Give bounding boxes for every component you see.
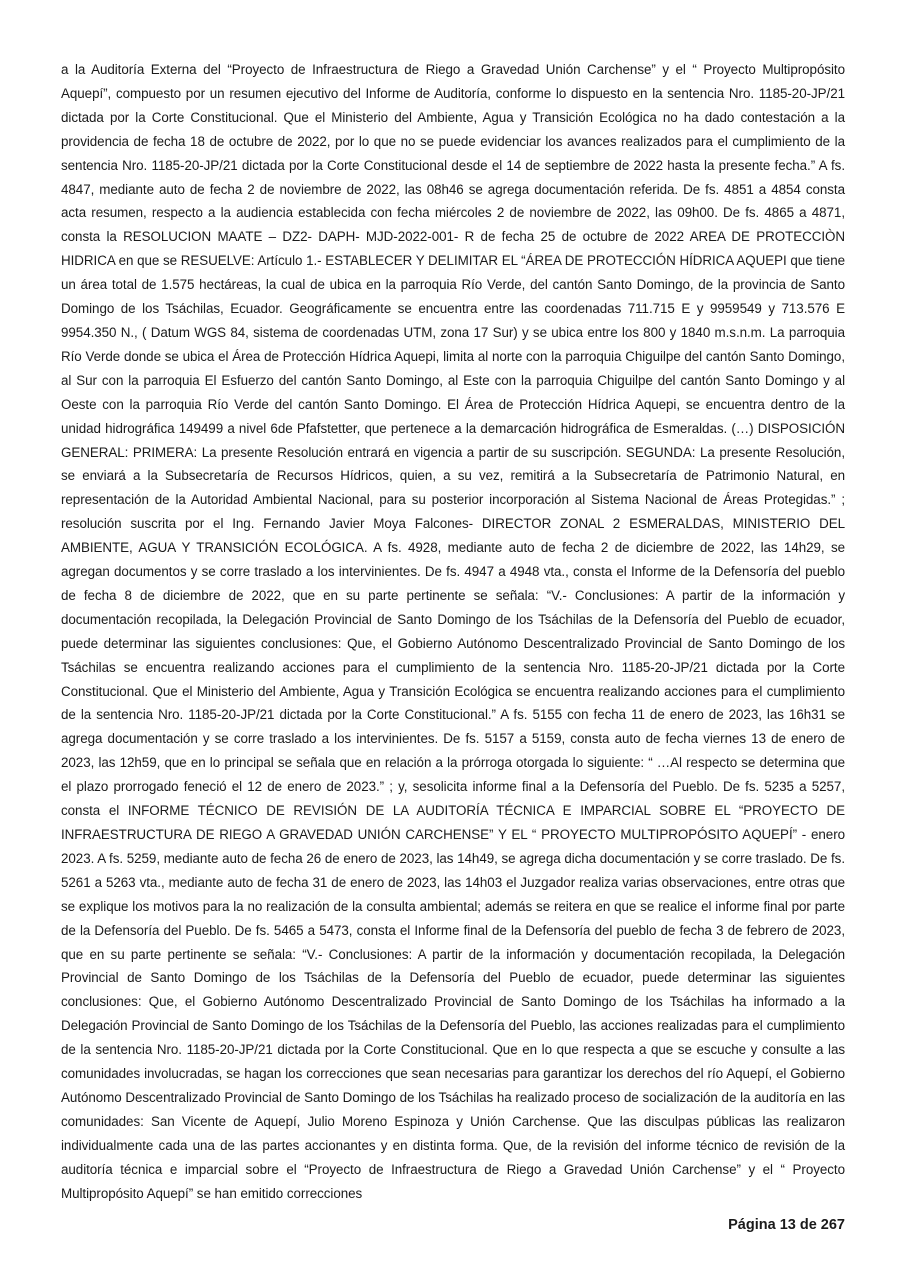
body-paragraph: a la Auditoría Externa del “Proyecto de Infraestructura de Riego a Gravedad Unión Carchense” y el “ Proyecto Multipropósito Aquepí”, compuesto por un resumen ejecutivo del Informe de Auditoría, conforme lo dispuesto en la sentencia Nro. 1185-20-JP/21 dictada por la Corte Constitucional. Que el Ministerio del Ambiente, Agua y Transición Ecológica no ha dado contestación a la providencia de fecha 18 de octubre de 2022, por lo que no se puede evidenciar los avances realizados para el cumplimiento de la sentencia Nro. 1185-20-JP/21 dictada por la Corte Constitucional desde el 14 de septiembre de 2022 hasta la presente fecha.” A fs. 4847, mediante auto de fecha 2 de noviembre de 2022, las 08h46 se agrega documentación referida. De fs. 4851 a 4854 consta acta resumen, respecto a la audiencia establecida con fecha miércoles 2 de noviembre de 2022, las 09h00. De fs. 4865 a 4871, consta la RESOLUCION MAATE – DZ2- DAPH- MJD-2022-001- R de fecha 25 de octubre de 2022 AREA DE PROTECCIÒN HIDRICA en que se RESUELVE: Artículo 1.- ESTABLECER Y DELIMITAR EL “ÁREA DE PROTECCIÓN HÍDRICA AQUEPI que tiene un área total de 1.575 hectáreas, la cual de ubica en la parroquia Río Verde, del cantón Santo Domingo, de la provincia de Santo Domingo de los Tsáchilas, Ecuador. Geográficamente se encuentra entre las coordenadas 711.715 E y 9959549 y 713.576 E 9954.350 N., ( Datum WGS 84, sistema de coordenadas UTM, zona 17 Sur) y se ubica entre los 800 y 1840 m.s.n.m. La parroquia Río Verde donde se ubica el Área de Protección Hídrica Aquepi, limita al norte con la parroquia Chiguilpe del cantón Santo Domingo, al Sur con la parroquia El Esfuerzo del cantón Santo Domingo, al Este con la parroquia Chiguilpe del cantón Santo Domingo y al Oeste con la parroquia Río Verde del cantón Santo Domingo. El Área de Protección Hídrica Aquepi, se encuentra dentro de la unidad hidrográfica 149499 a nivel 6de Pfafstetter, que pertenece a la demarcación hidrográfica de Esmeraldas. (…) DISPOSICIÓN GENERAL: PRIMERA: La presente Resolución entrará en vigencia a partir de su suscripción. SEGUNDA: La presente Resolución, se enviará a la Subsecretaría de Recursos Hídricos, quien, a su vez, remitirá a la Subsecretaría de Patrimonio Natural, en representación de la Autoridad Ambiental Nacional, para su posterior incorporación al Sistema Nacional de Áreas Protegidas.” ; resolución suscrita por el Ing. Fernando Javier Moya Falcones- DIRECTOR ZONAL 2 ESMERALDAS, MINISTERIO DEL AMBIENTE, AGUA Y TRANSICIÓN ECOLÓGICA. A fs. 4928, mediante auto de fecha 2 de diciembre de 2022, las 14h29, se agregan documentos y se corre traslado a los intervinientes. De fs. 4947 a 4948 vta., consta el Informe de la Defensoría del pueblo de fecha 8 de diciembre de 2022, que en su parte pertinente se señala: “V.- Conclusiones: A partir de la información y documentación recopilada, la Delegación Provincial de Santo Domingo de los Tsáchilas de la Defensoría del Pueblo de ecuador, puede determinar las siguientes conclusiones: Que, el Gobierno Autónomo Descentralizado Provincial de Santo Domingo de los Tsáchilas se encuentra realizando acciones para el cumplimiento de la sentencia Nro. 1185-20-JP/21 dictada por la Corte Constitucional. Que el Ministerio del Ambiente, Agua y Transición Ecológica se encuentra realizando acciones para el cumplimiento de la sentencia Nro. 1185-20-JP/21 dictada por la Corte Constitucional.” A fs. 5155 con fecha 11 de enero de 2023, las 16h31 se agrega documentación y se corre traslado a los intervinientes. De fs. 5157 a 5159, consta auto de fecha viernes 13 de enero de 2023, las 12h59, que en lo principal se señala que en relación a la prórroga otorgada lo siguiente: “ …Al respecto se determina que el plazo prorrogado feneció el 12 de enero de 2023.” ; y, sesolicita informe final a la Defensoría del Pueblo. De fs. 5235 a 5257, consta el INFORME TÉCNICO DE REVISIÓN DE LA AUDITORÍA TÉCNICA E IMPARCIAL SOBRE EL “PROYECTO DE INFRAESTRUCTURA DE RIEGO A GRAVEDAD UNIÓN CARCHENSE” Y EL “ PROYECTO MULTIPROPÓSITO AQUEPÍ” - enero 2023. A fs. 5259, mediante auto de fecha 26 de enero de 2023, las 14h49, se agrega dicha documentación y se corre traslado. De fs. 5261 a 5263 vta., mediante auto de fecha 31 de enero de 2023, las 14h03 el Juzgador realiza varias observaciones, entre otras que se explique los motivos para la no realización de la consulta ambiental; además se reitera en que se realice el informe final por parte de la Defensoría del Pueblo. De fs. 5465 a 5473, consta el Informe final de la Defensoría del pueblo de fecha 3 de febrero de 2023, que en su parte pertinente se señala: “V.- Conclusiones: A partir de la información y documentación recopilada, la Delegación Provincial de Santo Domingo de los Tsáchilas de la Defensoría del Pueblo de ecuador, puede determinar las siguientes conclusiones: Que, el Gobierno Autónomo Descentralizado Provincial de Santo Domingo de los Tsáchilas ha informado a la Delegación Provincial de Santo Domingo de los Tsáchilas de la Defensoría del Pueblo, las acciones realizadas para el cumplimiento de la sentencia Nro. 1185-20-JP/21 dictada por la Corte Constitucional. Que en lo que respecta a que se escuche y consulte a las comunidades involucradas, se hagan los correcciones que sean necesarias para garantizar los derechos del río Aquepí, el Gobierno Autónomo Descentralizado Provincial de Santo Domingo de los Tsáchilas ha realizado proceso de socialización de la auditoría en las comunidades: San Vicente de Aquepí, Julio Moreno Espinoza y Unión Carchense. Que las disculpas públicas las realizaron individualmente cada una de las partes accionantes y en distinta forma. Que, de la revisión del informe técnico de revisión de la auditoría técnica e imparcial sobre el “Proyecto de Infraestructura de Riego a Gravedad Unión Carchense” y el “ Proyecto Multipropósito Aquepí” se han emitido correcciones <box>61 62 845 1201</box>
page-number: Página 13 de 267 <box>728 1217 845 1233</box>
